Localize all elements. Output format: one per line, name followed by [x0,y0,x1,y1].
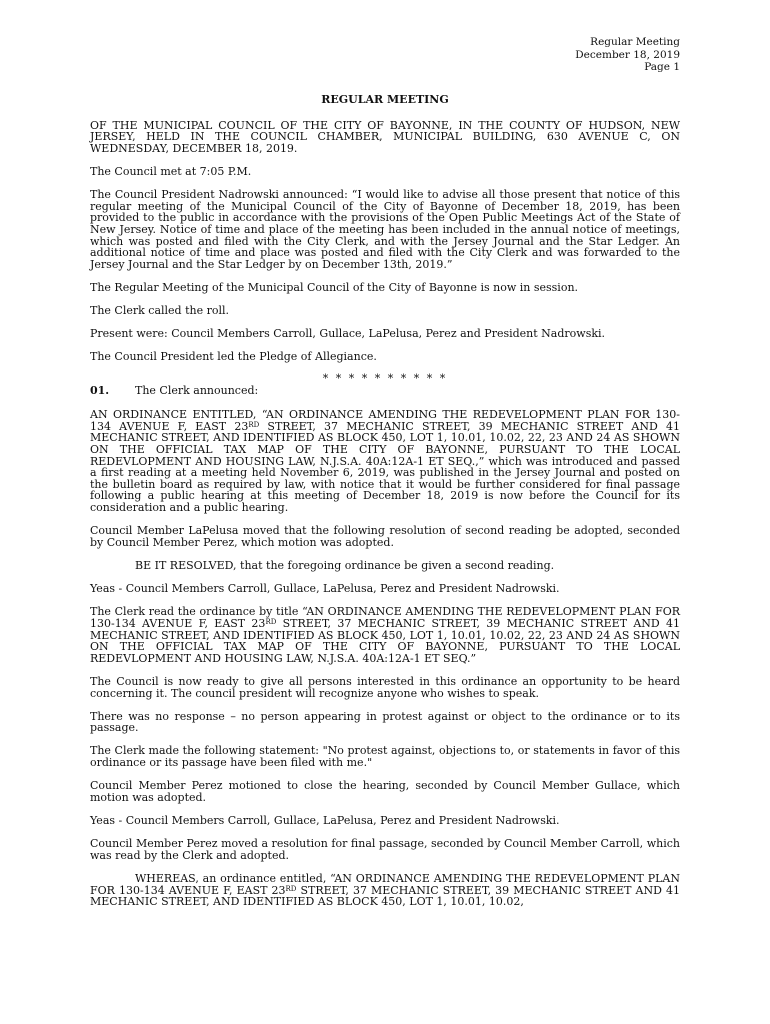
second-reading-motion-paragraph: Council Member LaPelusa moved that the following resolution of second reading be adopted, seconded by Council Member Perez, which motion was adopted. [90,524,680,549]
roll-call-paragraph: The Clerk called the roll. [90,304,230,318]
whereas-text-a: WHEREAS, an ordinance entitled, “AN ORDINANCE AMENDING THE REDEVELOPMENT PLAN FOR 130-134 AVENUE F, EAST 23 [90,872,680,897]
present-members-paragraph: Present were: Council Members Carroll, Gullace, LaPelusa, Perez and President Nadrowski. [90,327,606,341]
clerk-read-paragraph [90,606,680,664]
agenda-item-number: 01. [90,383,110,397]
clerk-read-superscript: RD [265,617,277,626]
pledge-paragraph: The Council President led the Pledge of Allegiance. [90,350,377,364]
hearing-ready-paragraph: The Council is now ready to give all persons interested in this ordinance an opportunity to be heard concerning it. The council president will recognize anyone who wishes to speak. [90,674,680,700]
agenda-item-text: The Clerk announced: [135,383,259,397]
ordinance-superscript: RD [248,420,260,429]
intro-paragraph: OF THE MUNICIPAL COUNCIL OF THE CITY OF BAYONNE, IN THE COUNTY OF HUDSON, NEW JERSEY, HELD IN THE COUNCIL CHAMBER, MUNICIPAL BUILDING, 630 AVENUE C, ON WEDNESDAY, DECEMBER 18, 2019. [90,118,680,155]
whereas-superscript: RD [285,884,297,893]
session-paragraph: The Regular Meeting of the Municipal Council of the City of Bayonne is now in session. [90,280,579,294]
clerk-statement-paragraph: The Clerk made the following statement: "No protest against, objections to, or statements in favor of this ordinance or its passage have been filed with me." [90,744,680,770]
page-header [575,36,680,74]
header-page-number: Page 1 [644,61,680,73]
resolved-paragraph: BE IT RESOLVED, that the foregoing ordinance be given a second reading. [135,558,555,572]
document-title: REGULAR MEETING [321,93,449,106]
notice-announcement-paragraph: The Council President Nadrowski announced: “I would like to advise all those present that notice of this regular meeting of the Municipal Council of the City of Bayonne of December 18, 2019, has been provided to the public in accordance with the provisions of the Open Public Meetings Act of the State of New Jersey. Notice of time and place of the meeting has been included in the annual notice of meetings, which was posted and filed with the City Clerk, and with the Jersey Journal and the Star Ledger. An additional notice of time and place was posted and filed with the City Clerk and was forwarded to the Jersey Journal and the Star Ledger by on December 13th, 2019.” [90,188,680,271]
header-meeting-type: Regular Meeting [590,36,680,48]
no-response-paragraph: There was no response – no person appearing in protest against or object to the ordinance or to its passage. [90,709,680,735]
clerk-read-text-b: STREET, 37 MECHANIC STREET, 39 MECHANIC STREET AND 41 MECHANIC STREET, AND IDENTIFIED AS BLOCK 450, LOT 1, 10.01, 10.02, 22, 23 AND 24 AS SHOWN ON THE OFFICIAL TAX MAP OF THE CITY OF BAYONNE, PURSUANT TO THE LOCAL REDEVLOPMENT AND HOUSING LAW, N.J.S.A. 40A:12A-1 ET SEQ.” [90,616,681,665]
header-date: December 18, 2019 [575,48,680,61]
ordinance-text-a: AN ORDINANCE ENTITLED, “AN ORDINANCE AMENDING THE REDEVELOPMENT PLAN FOR 130-134 AVENUE F, EAST 23 [90,408,680,433]
document-body [90,94,680,919]
close-hearing-paragraph: Council Member Perez motioned to close the hearing, seconded by Council Member Gullace, which motion was adopted. [90,779,680,804]
yeas-paragraph-2: Yeas - Council Members Carroll, Gullace, LaPelusa, Perez and President Nadrowski. [90,814,560,828]
meeting-time-paragraph: The Council met at 7:05 P.M. [90,164,252,178]
final-passage-paragraph: Council Member Perez moved a resolution for final passage, seconded by Council Member Carroll, which was read by the Clerk and adopted. [90,837,680,862]
whereas-text-b: STREET, 37 MECHANIC STREET, 39 MECHANIC STREET AND 41 MECHANIC STREET, AND IDENTIFIED AS BLOCK 450, LOT 1, 10.01, 10.02, [90,883,680,909]
agenda-item-heading [90,385,680,397]
ordinance-text-b: STREET, 37 MECHANIC STREET, 39 MECHANIC STREET AND 41 MECHANIC STREET, AND IDENTIFIED AS BLOCK 450, LOT 1, 10.01, 10.02, 22, 23 AND 24 AS SHOWN ON THE OFFICIAL TAX MAP OF THE CITY OF BAYONNE, PURSUANT TO THE LOCAL REDEVLOPMENT AND HOUSING LAW, N.J.S.A. 40A:12A-1 ET SEQ.,” which was introduced and passed a first reading at a meeting held November 6, 2019, was published in the Jersey Journal and posted on the bulletin board as required by law, with notice that it would be further considered for final passage following a public hearing at this meeting of December 18, 2019 is now before the Council for its consideration and a public hearing. [90,419,680,514]
section-divider: * * * * * * * * * * [322,371,448,385]
ordinance-paragraph [90,409,680,513]
clerk-read-text-a: The Clerk read the ordinance by title “AN ORDINANCE AMENDING THE REDEVELOPMENT PLAN FOR 130-134 AVENUE F, EAST 23 [90,605,680,630]
whereas-paragraph [90,873,680,908]
yeas-paragraph-1: Yeas - Council Members Carroll, Gullace, LaPelusa, Perez and President Nadrowski. [90,582,560,596]
